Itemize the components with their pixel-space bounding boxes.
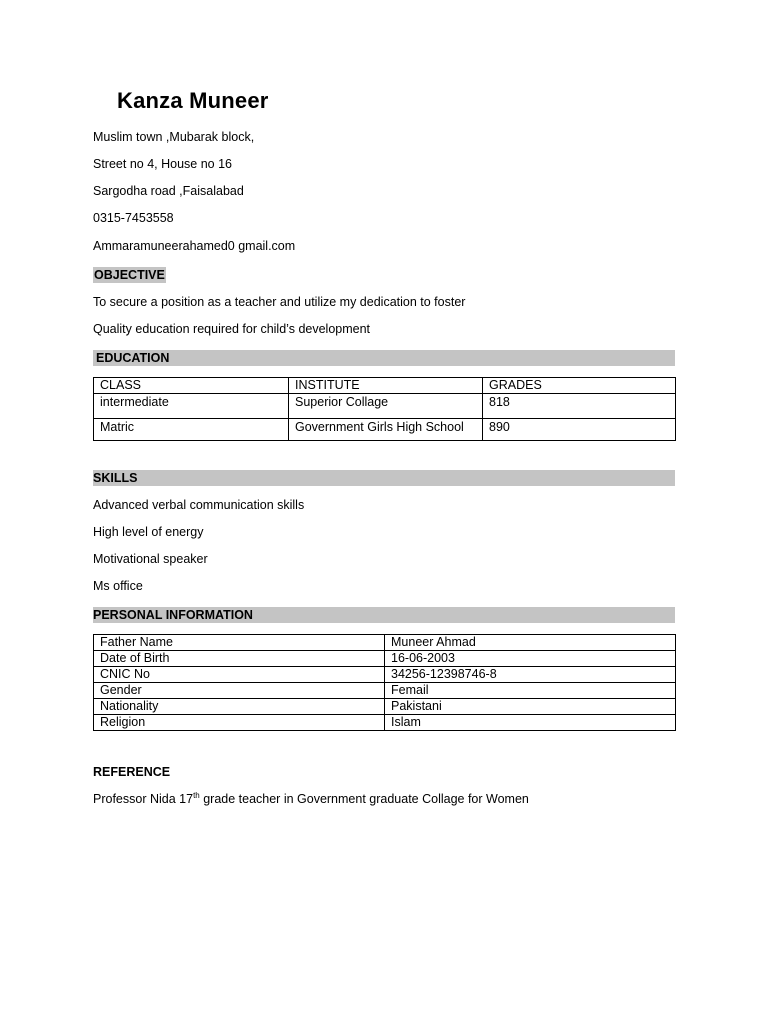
education-grade: 890: [483, 419, 676, 441]
personal-info-row: [94, 715, 676, 731]
reference-line: [93, 792, 529, 806]
phone-number: 0315-7453558: [93, 211, 174, 225]
skill-item: Advanced verbal communication skills: [93, 498, 305, 512]
education-col-class: CLASS: [94, 378, 289, 394]
personal-info-table: [93, 634, 676, 731]
skills-heading: SKILLS: [93, 470, 675, 486]
candidate-name: Kanza Muneer: [117, 88, 269, 113]
skill-item: Ms office: [93, 579, 143, 593]
personal-info-label: Nationality: [94, 699, 385, 715]
address-line-2: Street no 4, House no 16: [93, 157, 232, 171]
personal-info-value: Muneer Ahmad: [385, 635, 676, 651]
personal-info-row: [94, 651, 676, 667]
education-table: [93, 377, 676, 441]
objective-line-1: To secure a position as a teacher and utilize my dedication to foster: [93, 295, 466, 309]
education-col-grades: GRADES: [483, 378, 676, 394]
personal-info-label: Religion: [94, 715, 385, 731]
education-heading: EDUCATION: [93, 350, 675, 366]
education-institute: Government Girls High School: [289, 419, 483, 441]
objective-line-2: Quality education required for child’s development: [93, 322, 371, 336]
reference-suffix: grade teacher in Government graduate Collage for Women: [199, 792, 529, 806]
address-line-3: Sargodha road ,Faisalabad: [93, 184, 244, 198]
reference-superscript: th: [193, 791, 200, 800]
education-header-row: [94, 378, 676, 394]
reference-heading: REFERENCE: [93, 765, 171, 779]
personal-info-value: Femail: [385, 683, 676, 699]
education-grade: 818: [483, 394, 676, 419]
email-address: Ammaramuneerahamed0 gmail.com: [93, 239, 296, 253]
personal-info-row: [94, 635, 676, 651]
personal-info-label: Date of Birth: [94, 651, 385, 667]
personal-info-row: [94, 699, 676, 715]
personal-info-value: Islam: [385, 715, 676, 731]
personal-info-value: 34256-12398746-8: [385, 667, 676, 683]
personal-info-label: Father Name: [94, 635, 385, 651]
personal-info-value: Pakistani: [385, 699, 676, 715]
address-line-1: Muslim town ,Mubarak block,: [93, 130, 255, 144]
education-class: intermediate: [94, 394, 289, 419]
personal-info-label: Gender: [94, 683, 385, 699]
personal-info-row: [94, 683, 676, 699]
personal-info-value: 16-06-2003: [385, 651, 676, 667]
skill-item: Motivational speaker: [93, 552, 208, 566]
education-row: [94, 419, 676, 441]
reference-prefix: Professor Nida 17: [93, 792, 194, 806]
education-class: Matric: [94, 419, 289, 441]
personal-info-row: [94, 667, 676, 683]
education-institute: Superior Collage: [289, 394, 483, 419]
education-row: [94, 394, 676, 419]
skill-item: High level of energy: [93, 525, 204, 539]
objective-heading: OBJECTIVE: [94, 268, 165, 282]
personal-info-heading: PERSONAL INFORMATION: [93, 607, 675, 623]
education-col-institute: INSTITUTE: [289, 378, 483, 394]
personal-info-label: CNIC No: [94, 667, 385, 683]
